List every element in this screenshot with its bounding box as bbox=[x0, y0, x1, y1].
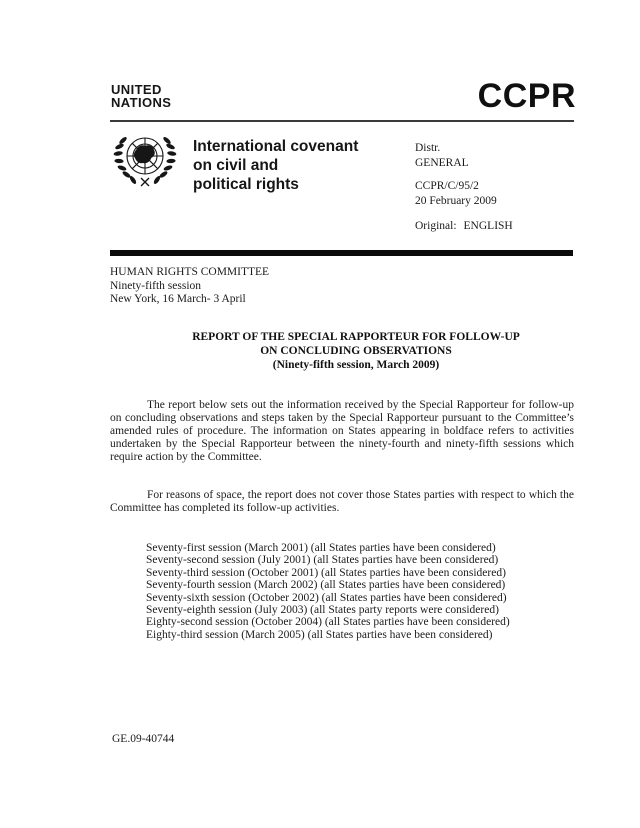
session-list-item: Seventy-first session (March 2001) (all States parties have been considered) bbox=[146, 542, 496, 554]
symbol-group bbox=[415, 179, 513, 209]
distr-group bbox=[415, 141, 513, 171]
doc-code: CCPR bbox=[477, 77, 576, 115]
covenant-title-line3: political rights bbox=[193, 176, 299, 193]
session-list bbox=[146, 542, 510, 641]
org-name bbox=[111, 84, 171, 109]
original-label: Original: bbox=[415, 220, 457, 232]
session-list-item: Seventy-second session (July 2001) (all States parties have been considered) bbox=[146, 554, 499, 567]
session-list-item: Seventy-fourth session (March 2002) (all States parties have been considered) bbox=[146, 579, 506, 592]
doc-symbol: CCPR/C/95/2 bbox=[415, 180, 479, 192]
distribution-block bbox=[415, 141, 513, 242]
org-name-line1: UNITED bbox=[111, 82, 162, 97]
distr-value: GENERAL bbox=[415, 157, 469, 169]
body-paragraph-2: For reasons of space, the report does not cover those States parties with respect to which the Committee has completed its follow-up activities. bbox=[110, 489, 574, 514]
report-title bbox=[110, 330, 602, 372]
covenant-title bbox=[193, 137, 358, 194]
document-reference: GE.09-40744 bbox=[112, 733, 175, 745]
report-title-line2: ON CONCLUDING OBSERVATIONS bbox=[260, 345, 452, 357]
session-number: Ninety-fifth session bbox=[110, 279, 202, 292]
committee-name: HUMAN RIGHTS COMMITTEE bbox=[110, 266, 270, 278]
original-language: ENGLISH bbox=[463, 220, 513, 232]
covenant-title-line1: International covenant bbox=[193, 138, 359, 155]
un-emblem-icon bbox=[113, 129, 177, 191]
masthead-rule bbox=[110, 120, 574, 122]
session-location-dates: New York, 16 March- 3 April bbox=[110, 293, 246, 305]
session-list-item: Seventy-third session (October 2001) (all States parties have been considered) bbox=[146, 566, 506, 579]
committee-block bbox=[110, 266, 269, 307]
org-name-line2: NATIONS bbox=[111, 94, 172, 110]
report-title-line3: (Ninety-fifth session, March 2009) bbox=[272, 359, 440, 371]
session-list-item: Eighty-second session (October 2004) (all States parties have been considered) bbox=[146, 616, 510, 629]
distr-label: Distr. bbox=[415, 142, 441, 154]
session-list-item: Seventy-sixth session (October 2002) (all States parties have been considered) bbox=[146, 591, 507, 604]
session-list-item: Eighty-third session (March 2005) (all States parties have been considered) bbox=[146, 628, 493, 641]
header-separator-rule bbox=[110, 250, 573, 256]
covenant-title-line2: on civil and bbox=[193, 157, 279, 174]
doc-date: 20 February 2009 bbox=[415, 195, 497, 207]
session-list-item: Seventy-eighth session (July 2003) (all States party reports were considered) bbox=[146, 604, 499, 617]
body-paragraph-1: The report below sets out the information received by the Special Rapporteur for follow-up on concluding observations and steps taken by the Special Rapporteur pursuant to the Committee’s amended rules of procedure. The information on States appearing in boldface refers to activities undertaken by the Special Rapporteur between the ninety-fourth and ninety-fifth sessions which require action by the Committee. bbox=[110, 399, 574, 463]
report-title-line1: REPORT OF THE SPECIAL RAPPORTEUR FOR FOLLOW-UP bbox=[192, 331, 520, 343]
original-language-group bbox=[415, 219, 513, 234]
